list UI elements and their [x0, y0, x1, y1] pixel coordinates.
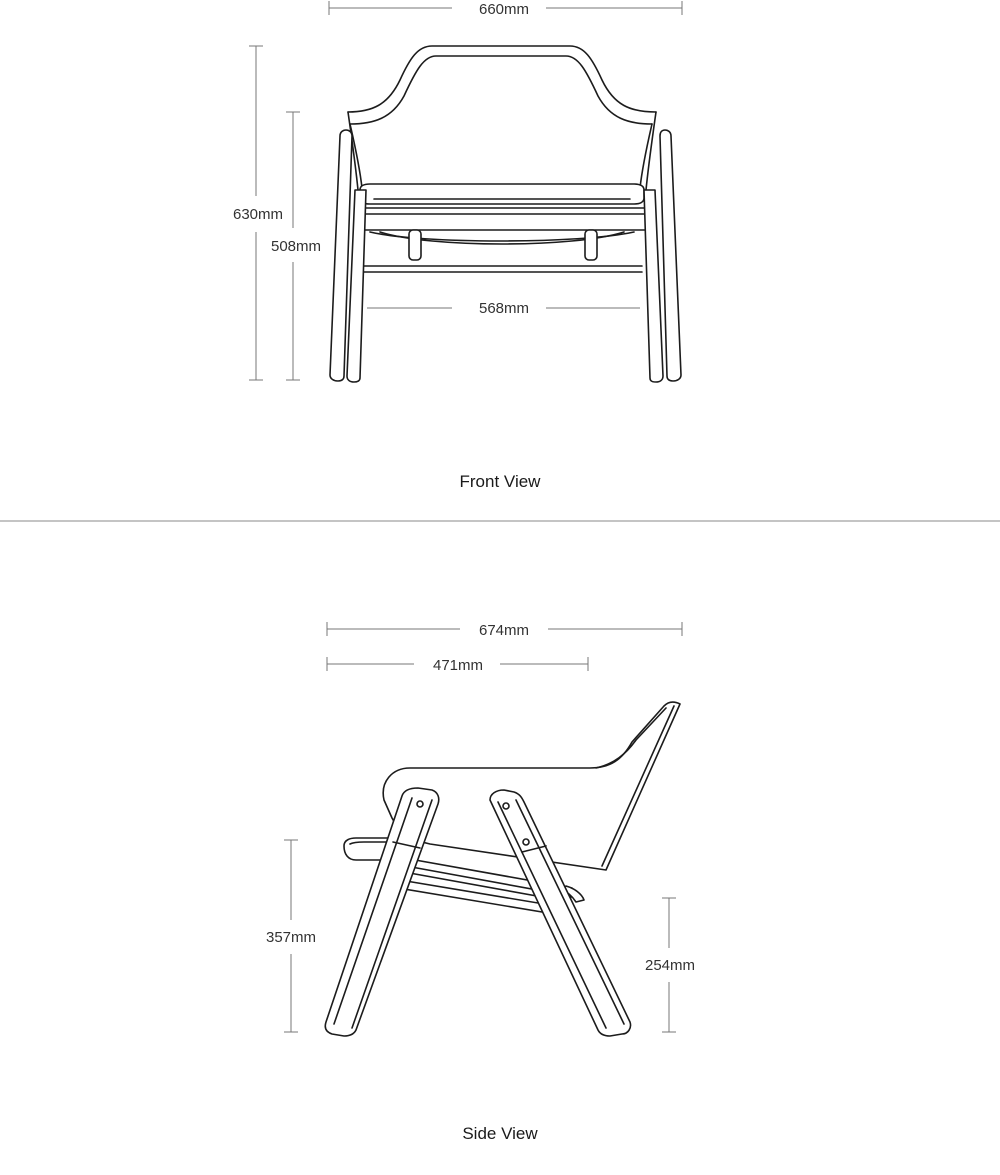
dim-front-inner-width	[367, 300, 640, 317]
dim-side-depth	[327, 622, 682, 639]
dim-side-arm-height	[266, 840, 316, 1032]
dim-label-674: 674mm	[478, 622, 530, 639]
dim-label-660: 660mm	[478, 1, 530, 18]
side-view	[266, 622, 695, 1143]
dim-front-seat-height	[271, 112, 321, 380]
side-view-title: Side View	[462, 1124, 538, 1143]
front-view	[233, 1, 682, 491]
dim-front-width	[329, 1, 682, 18]
front-view-title: Front View	[459, 472, 541, 491]
dim-label-471: 471mm	[432, 657, 484, 674]
dim-label-508: 508mm	[270, 238, 322, 255]
dim-label-630: 630mm	[232, 206, 284, 223]
front-chair-drawing	[330, 46, 681, 382]
dim-side-seat-depth	[327, 657, 588, 674]
dim-label-568: 568mm	[478, 300, 530, 317]
dim-label-357: 357mm	[265, 929, 317, 946]
side-chair-drawing	[325, 702, 680, 1036]
dim-label-254: 254mm	[644, 957, 696, 974]
dim-side-rear-height	[645, 898, 695, 1032]
dim-front-height	[233, 46, 283, 380]
